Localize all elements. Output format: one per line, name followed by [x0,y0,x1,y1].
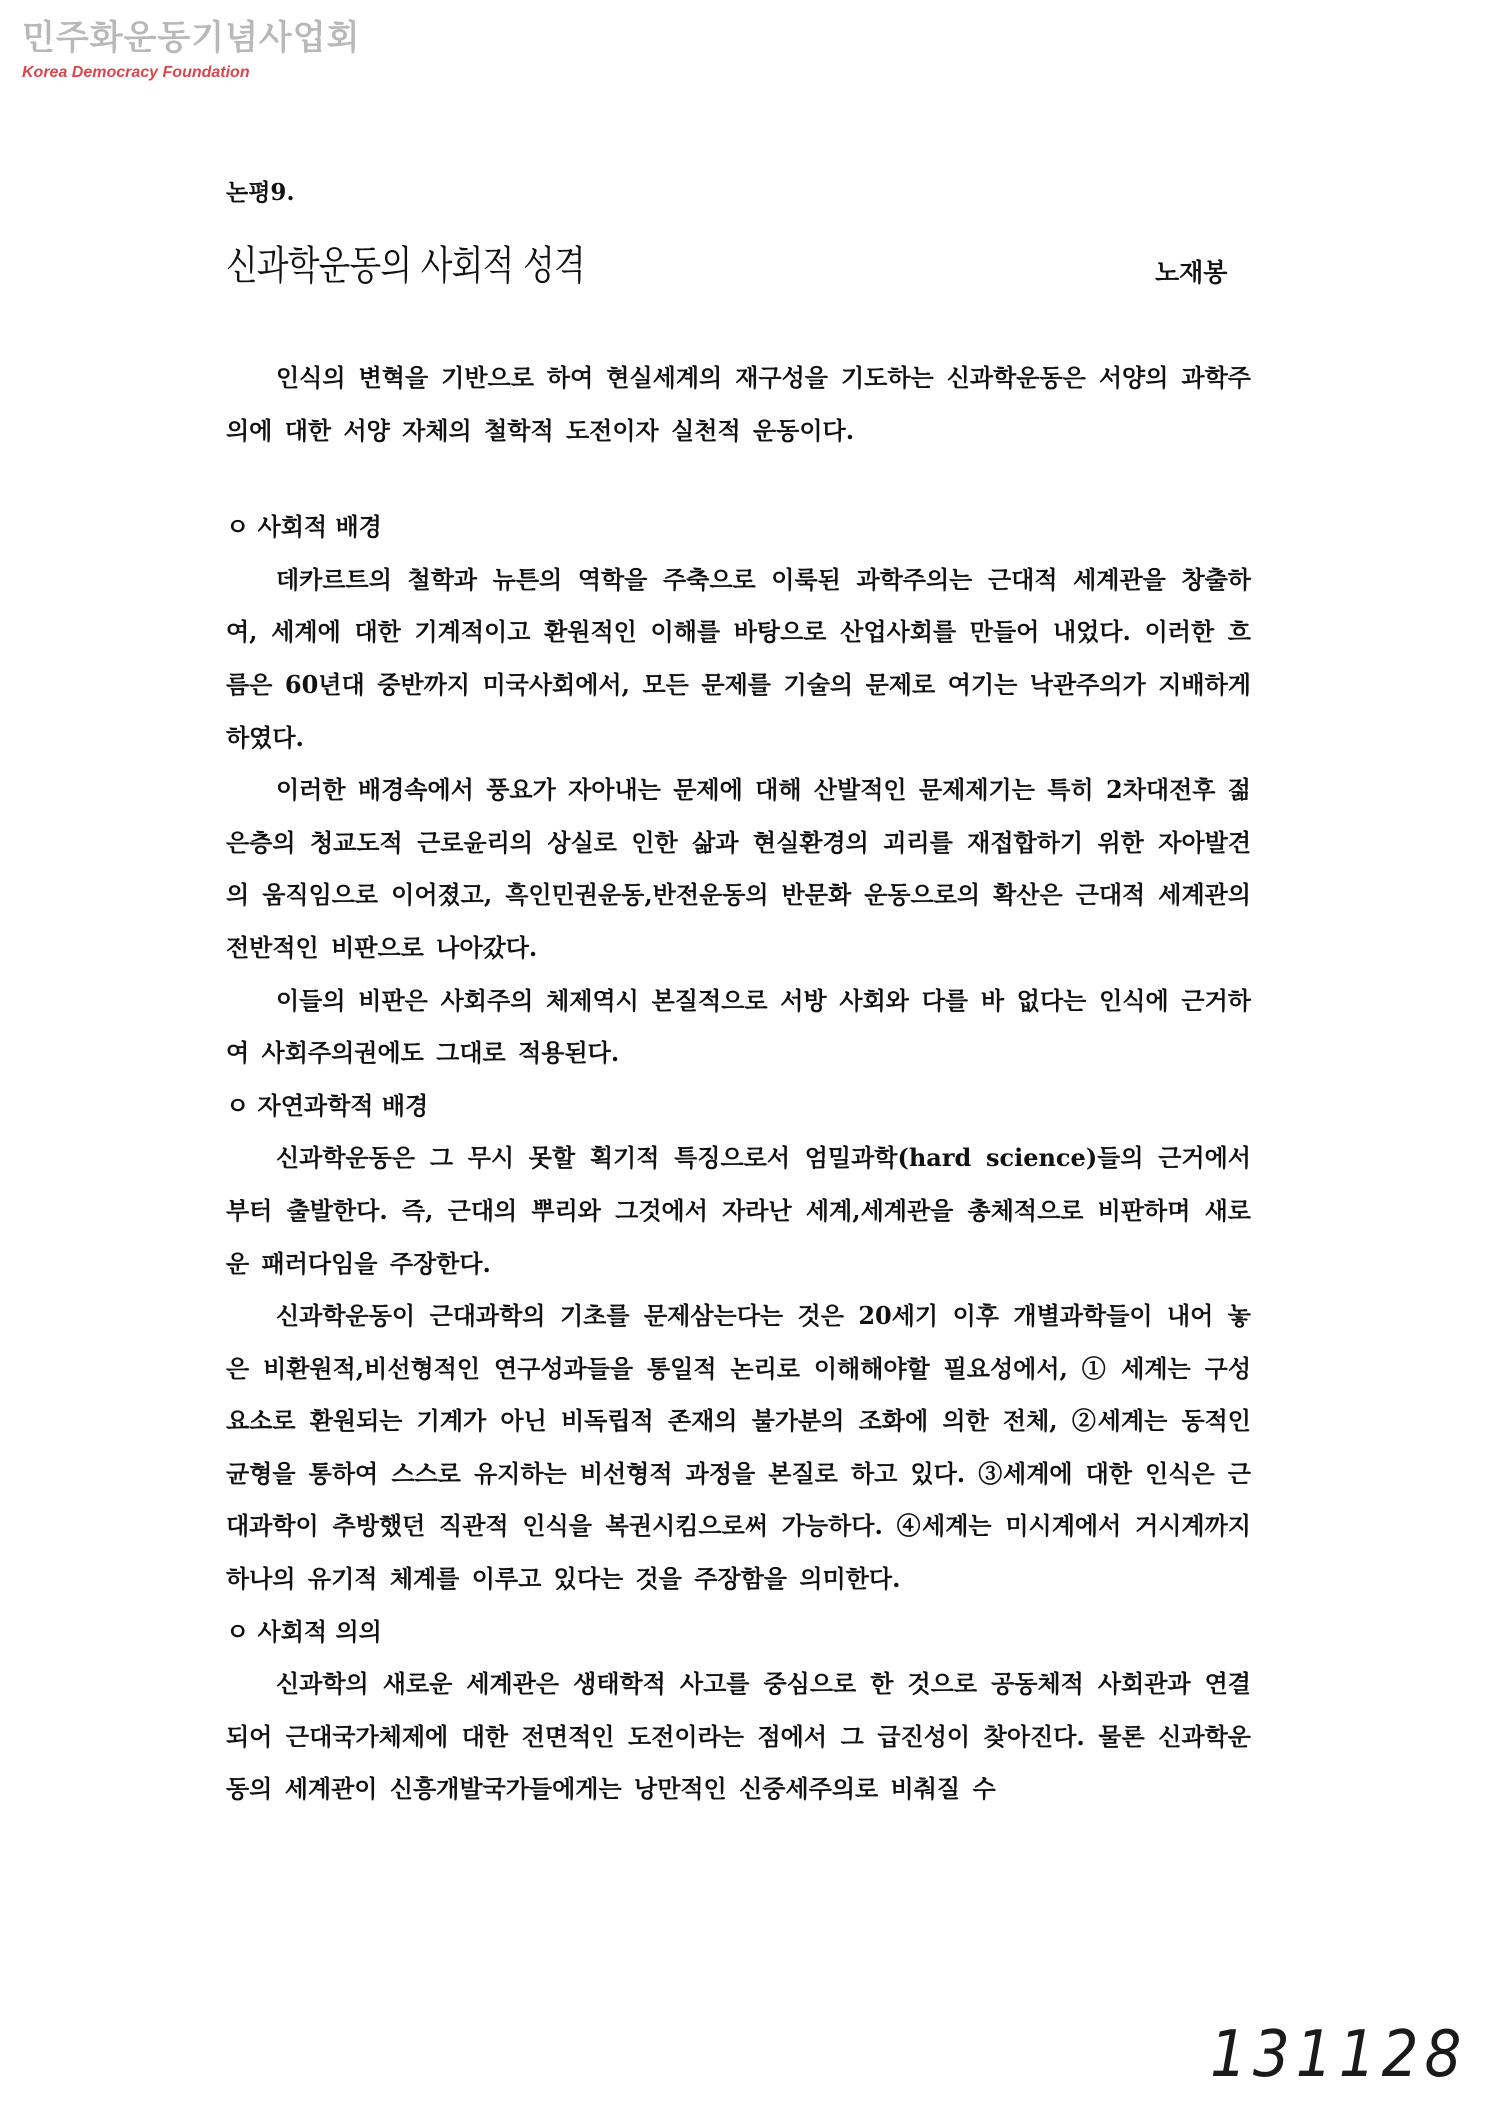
paragraph: 데카르트의 철학과 뉴튼의 역학을 주축으로 이룩된 과학주의는 근대적 세계관을 창출하여, 세계에 대한 기계적이고 환원적인 이해를 바탕으로 산업사회를 만들어 내었다. 이러한 흐름은 60년대 중반까지 미국사회에서, 모든 문제를 기술의 문제로 여기는 낙관주의가 지배하게 하였다. [226,564,1251,752]
article-body [226,352,1251,1816]
section-heading-social-significance: ㅇ 사회적 의의 [226,1616,382,1646]
intro-paragraph: 인식의 변혁을 기반으로 하여 현실세계의 재구성을 기도하는 신과학운동은 서양의 과학주의에 대한 서양 자체의 철학적 도전이자 실천적 운동이다. [226,363,1251,445]
paragraph: 신과학운동이 근대과학의 기초를 문제삼는다는 것은 20세기 이후 개별과학들이 내어 놓은 비환원적,비선형적인 연구성과들을 통일적 논리로 이해해야할 필요성에서, ① 세계는 구성요소로 환원되는 기계가 아닌 비독립적 존재의 불가분의 조화에 의한 전체, ②세계는 동적인 균형을 통하여 스스로 유지하는 비선형적 과정을 본질로 하고 있다. ③세계에 대한 인식은 근대과학이 추방했던 직관적 인식을 복권시킴으로써 가능하다. ④세계는 미시계에서 거시계까지 하나의 유기적 체계를 이루고 있다는 것을 주장함을 의미한다. [226,1301,1251,1594]
foundation-watermark [22,18,360,84]
article-title: 신과학운동의 사회적 성격 [226,243,585,289]
section-heading-social-background: ㅇ 사회적 배경 [226,512,382,542]
section-heading-science-background: ㅇ 자연과학적 배경 [226,1090,429,1120]
paragraph: 신과학의 새로운 세계관은 생태학적 사고를 중심으로 한 것으로 공동체적 사회관과 연결되어 근대국가체제에 대한 전면적인 도전이라는 점에서 그 급진성이 찾아진다. 물론 신과학운동의 세계관이 신흥개발국가들에게는 낭만적인 신중세주의로 비춰질 수 [226,1669,1251,1804]
article-label: 논평9. [226,179,295,206]
paragraph: 이러한 배경속에서 풍요가 자아내는 문제에 대해 산발적인 문제제기는 특히 2차대전후 젊은층의 청교도적 근로윤리의 상실로 인한 삶과 현실환경의 괴리를 재접합하기 위한 자아발견의 움직임으로 이어졌고, 흑인민권운동,반전운동의 반문화 운동으로의 확산은 근대적 세계관의 전반적인 비판으로 나아갔다. [226,775,1251,962]
handwritten-page-number: 131128 [1210,2016,1468,2092]
author-name: 노재봉 [1155,258,1228,287]
watermark-english: Korea Democracy Foundation [22,64,250,81]
watermark-korean: 민주화운동기념사업회 [22,18,361,58]
paragraph: 신과학운동은 그 무시 못할 획기적 특징으로서 엄밀과학(hard science)들의 근거에서부터 출발한다. 즉, 근대의 뿌리와 그것에서 자라난 세계,세계관을 총체적으로 비판하며 새로운 패러다임을 주장한다. [226,1143,1251,1278]
spacer [226,457,1251,501]
paragraph: 이들의 비판은 사회주의 체제역시 본질적으로 서방 사회와 다를 바 없다는 인식에 근거하여 사회주의권에도 그대로 적용된다. [226,985,1251,1068]
